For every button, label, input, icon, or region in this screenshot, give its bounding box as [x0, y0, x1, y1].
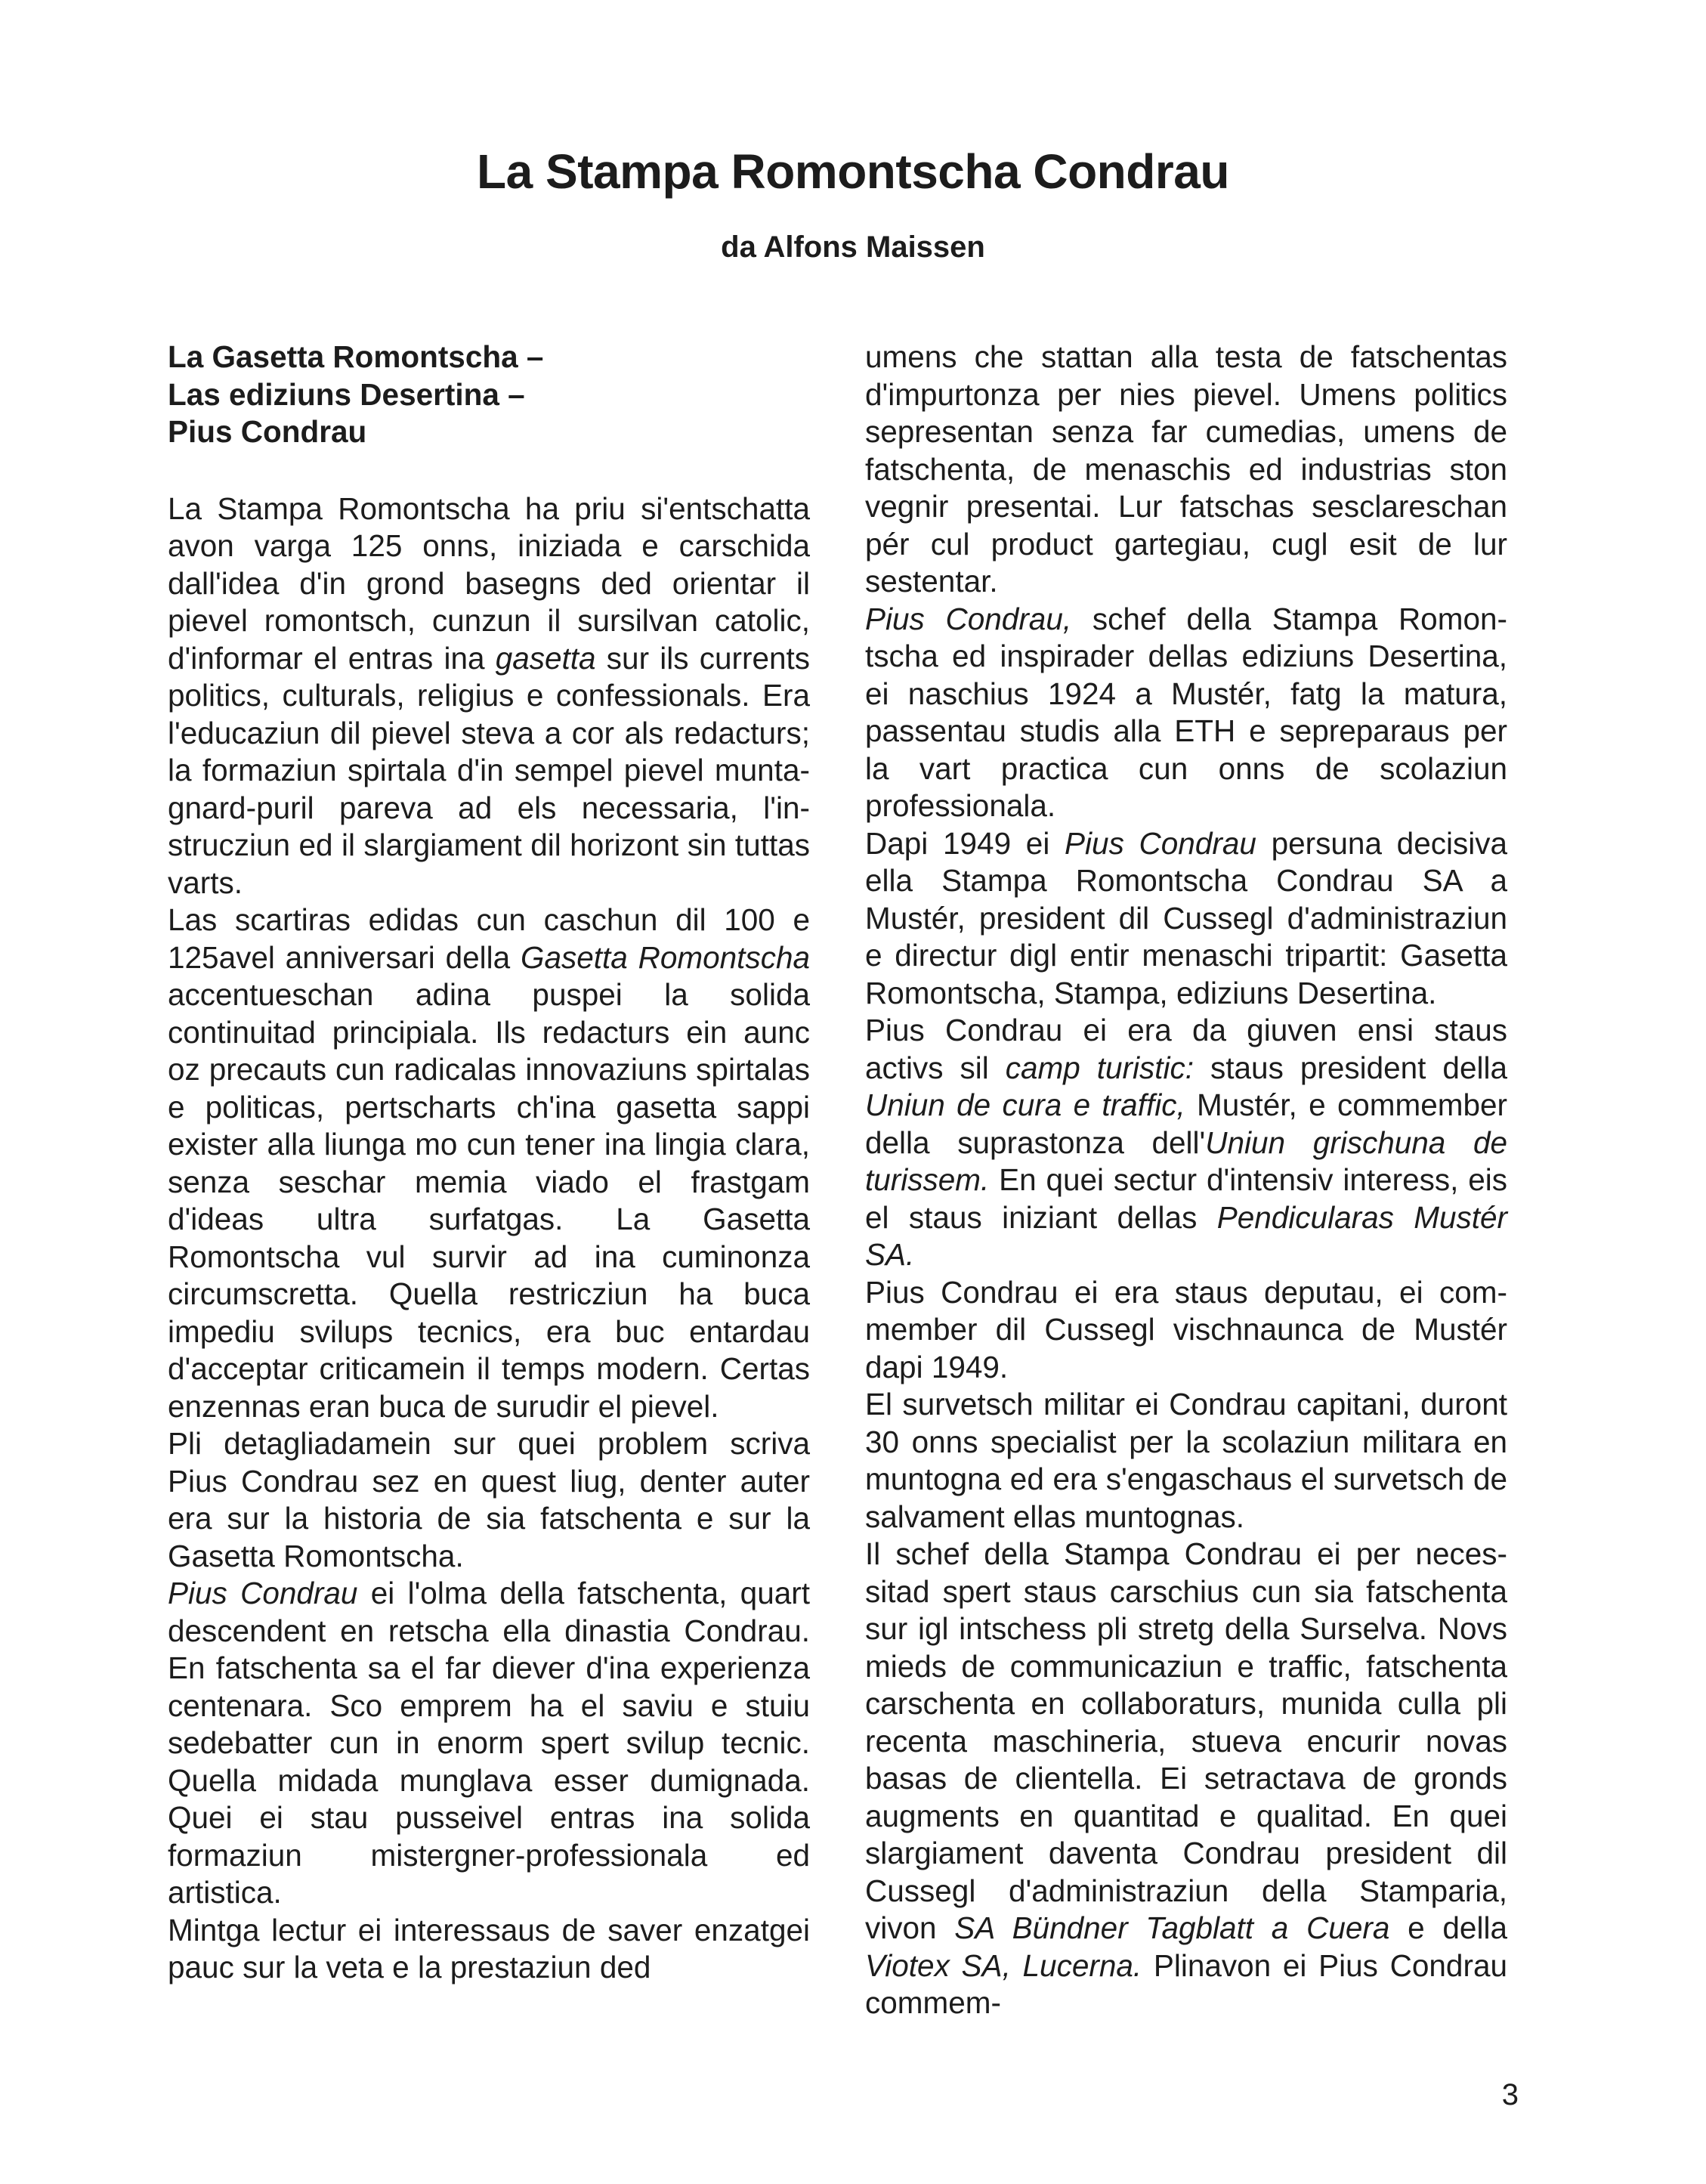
left-column-body	[168, 490, 810, 1987]
text-run: umens che stattan alla testa de fatschentas d'impurtonza per nies pievel. Umens politics sepresentan senza far cumedias, umens de fatschenta, de menaschis ed industrias ston vegnir presentai. Lur fatschas sesclareschan pér cul product gartegiau, cugl esit de lur sestentar.	[865, 339, 1507, 599]
text-run: Dapi 1949 ei	[865, 825, 1065, 861]
body-paragraph	[865, 1536, 1507, 2022]
italic-text: Pius Condrau	[168, 1576, 358, 1610]
left-column	[168, 339, 810, 1987]
body-paragraph	[168, 1425, 810, 1575]
italic-text: Uniun de cura e traffic,	[865, 1087, 1185, 1122]
section-heading-line: Pius Condrau	[168, 414, 367, 449]
italic-text: Gasetta Romontscha	[520, 939, 810, 975]
right-column-body	[865, 339, 1507, 2022]
text-run: Mintga lectur ei interessaus de saver enzatgei pauc sur la veta e la prestaziun ded	[168, 1912, 810, 1984]
section-heading-line: Las ediziuns Desertina –	[168, 376, 525, 412]
right-column	[865, 339, 1507, 2022]
text-run: Las scartiras edidas cun caschun dil 100 e 125avel anniversari della	[168, 902, 810, 975]
text-run: La Stampa Romontscha ha priu si'entschatta avon varga 125 onns, iniziada e carschida dall'idea d'in grond basegns ded orientar il pievel romontsch, cunzun il sursilvan catolic, d'informar el entras ina	[168, 490, 810, 676]
italic-text: Pius Condrau	[1065, 825, 1256, 861]
body-paragraph	[168, 490, 810, 902]
text-run: sur ils currents politics, culturals, religius e confessionals. Era l'educaziun dil pievel steva a cor als redacturs; la formaziun spirtala d'in sempel pievel muntagnard-puril pareva ad els necessaria, l'instrucziun ed il slargiament dil horizont sin tuttas varts.	[168, 640, 811, 900]
body-paragraph	[865, 339, 1507, 601]
italic-text: Uniun grischuna de turissem.	[865, 1124, 1507, 1197]
text-run: persuna decisiva ella Stampa Romontscha Condrau SA a Mustér, president dil Cussegl d'administraziun e directur digl entir menaschi tripartit: Gasetta Romontscha, Stampa, ediziuns Desertina.	[865, 825, 1507, 1010]
section-heading-line: La Gasetta Romontscha –	[168, 339, 544, 374]
body-paragraph	[865, 1386, 1507, 1536]
italic-text: Pius Condrau,	[865, 601, 1072, 636]
italic-text: gasetta	[495, 640, 596, 676]
text-run: Pius Condrau ei era staus deputau, ei commember dil Cussegl vischnaunca de Mustér dapi 1949.	[865, 1274, 1507, 1384]
body-paragraph	[168, 1912, 810, 1987]
text-run: accentueschan adina puspei la solida continuitad principiala. Ils redacturs ein aunc oz precauts cun radicalas innovaziuns spirtalas e politicas, pertscharts ch'ina gasetta sappi exister alla liunga mo cun tener ina lingia clara, senza seschar memia viado el frastgam d'ideas ultra surfatgas. La Gasetta Romontscha vul survir ad ina cuminonza circumscretta. Quella restricziun ha buca impediu svilups tecnics, era buc entardau d'acceptar criticamein il temps modern. Certas enzennas eran buca de surudir el pievel.	[168, 977, 810, 1424]
text-run: Il schef della Stampa Condrau ei per necessitad spert staus carschius cun sia fatschenta sur igl intschess pli stretg della Surselva. Novs mieds de communicaziun e traffic, fatschenta carschenta en collaboraturs, munida culla pli recenta maschineria, stueva encurir novas basas de clientella. Ei setractava de gronds augments en quantitad e qualitad. En quei slargiament daventa Condrau president dil Cussegl d'administraziun della Stamparia, vivon	[865, 1536, 1507, 1945]
text-run: En quei sectur d'intensiv interess, eis el staus iniziant dellas	[865, 1162, 1507, 1235]
body-paragraph	[865, 1012, 1507, 1274]
author-byline: da Alfons Maissen	[721, 230, 985, 264]
italic-text: SA Bündner Tagblatt a Cuera	[954, 1910, 1390, 1945]
page-number: 3	[1501, 2078, 1519, 2111]
text-run: El survetsch militar ei Condrau capitani, duront 30 onns specialist per la scolaziun militara en muntogna ed era s'engaschaus el survetsch de salvament ellas muntognas.	[865, 1387, 1507, 1534]
body-paragraph	[168, 1575, 810, 1912]
body-paragraph	[168, 902, 810, 1425]
italic-text: Viotex SA, Lucerna.	[865, 1947, 1142, 1983]
text-run: e della	[1389, 1910, 1507, 1945]
italic-text: camp turistic:	[1005, 1050, 1195, 1085]
text-run: ei l'olma della fatschenta, quart descendent en retscha ella dinastia Condrau. En fatschenta sa el far diever d'ina experienza centenara. Sco emprem ha el saviu e stuiu sedebatter cun in enorm spert svilup tecnic. Quella midada munglava esser dumignada. Quei ei stau pusseivel entras ina solida formaziun mistergner-professionala ed artistica.	[168, 1576, 810, 1910]
section-heading	[168, 339, 810, 451]
body-paragraph	[865, 1274, 1507, 1387]
text-run: Pius Condrau ei era da giuven ensi staus activs sil	[865, 1013, 1507, 1085]
text-run: Mustér, e commember della suprastonza dell'	[865, 1087, 1508, 1160]
body-paragraph	[865, 601, 1507, 825]
text-run: staus president della	[1194, 1050, 1507, 1085]
body-paragraph	[865, 825, 1507, 1013]
text-run: schef della Stampa Romontscha ed inspirader dellas ediziuns Desertina, ei naschius 1924 a Mustér, fatg la matura, passentau studis alla ETH e sepreparaus per la vart practica cun onns de scolaziun professionala.	[865, 601, 1507, 823]
text-run: Plinavon ei Pius Condrau commem-	[865, 1947, 1507, 2020]
page-title: La Stampa Romontscha Condrau	[477, 144, 1229, 199]
italic-text: Pendicularas Mustér SA.	[865, 1199, 1508, 1272]
text-run: Pli detagliadamein sur quei problem scriva Pius Condrau sez en quest liug, denter auter era sur la historia de sia fatschenta e sur la Gasetta Romontscha.	[168, 1426, 810, 1573]
